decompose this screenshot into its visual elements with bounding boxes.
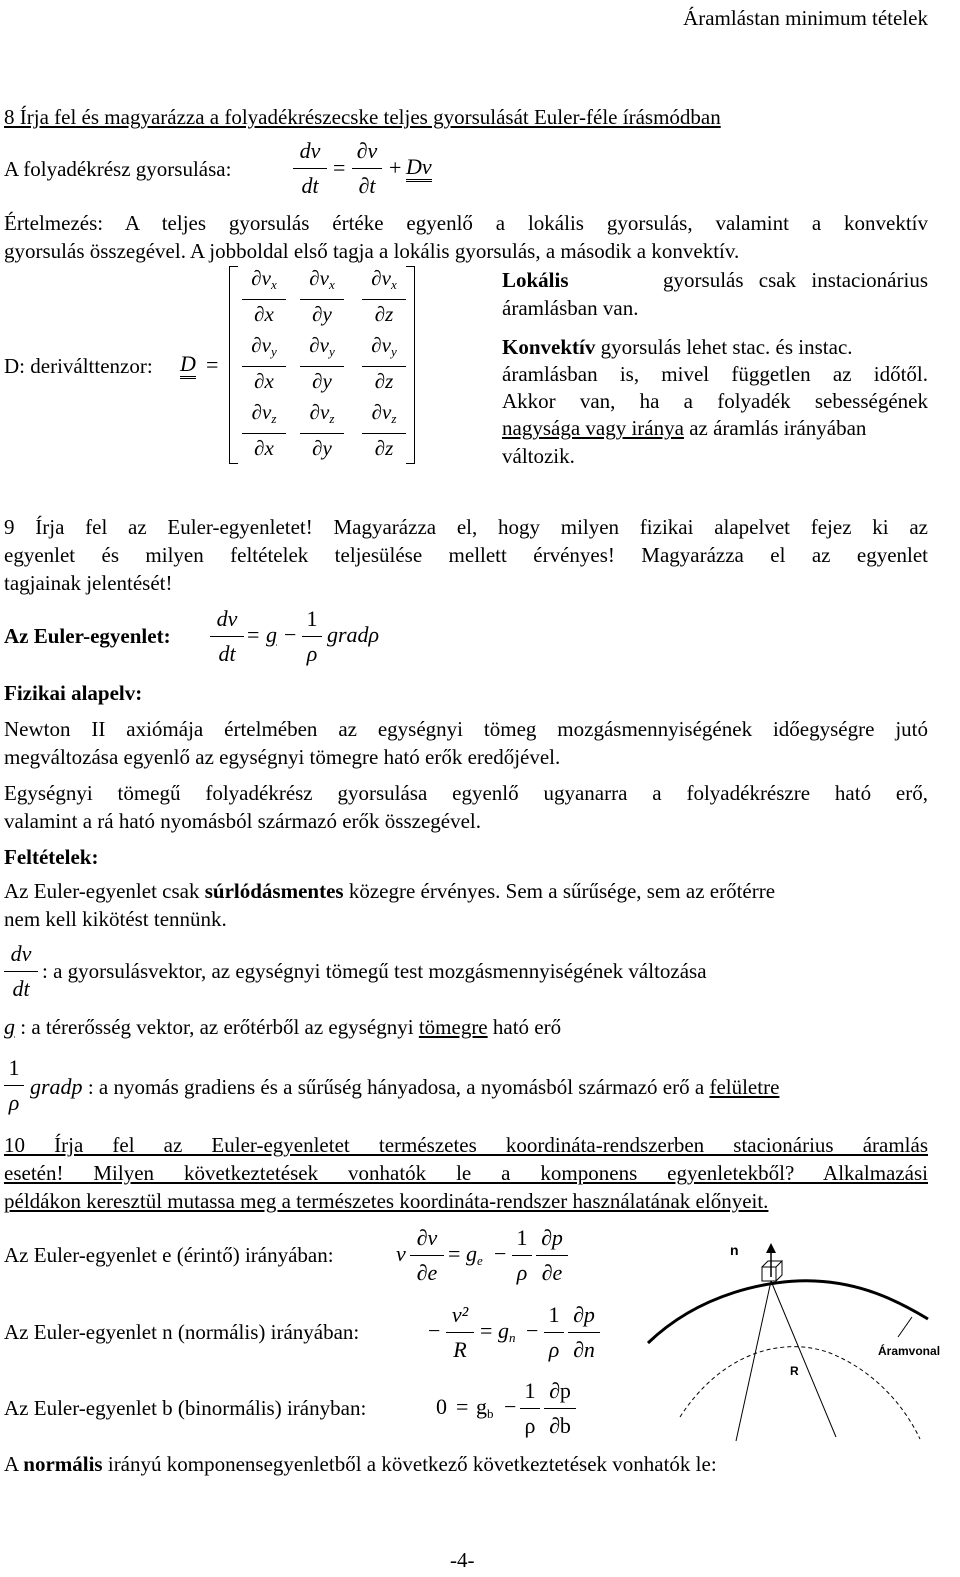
- page-header: Áramlástan minimum tételek: [683, 6, 928, 30]
- question-8-heading: 8 Írja fel és magyarázza a folyadékrészecske teljes gyorsulását Euler-féle írásmódban: [4, 105, 721, 129]
- convective-rest: gyorsulás lehet stac. és instac.: [595, 335, 853, 359]
- question-10-heading-line-1: 10 Írja fel az Euler-egyenletet természetes koordináta-rendszerben stacionárius áramlás: [4, 1133, 928, 1157]
- conclusion-line: [4, 1450, 717, 1478]
- normal-arrowhead-icon: [766, 1243, 776, 1253]
- tensor-right-bracket: [406, 266, 415, 464]
- tensor-cell: $\partial v_y$ ∂z: [362, 333, 406, 393]
- tensor-cell: $\partial v_x$ ∂z: [362, 266, 406, 326]
- convective-line-1: [502, 333, 853, 361]
- tensor-cell: $\partial v_z$ ∂x: [242, 400, 286, 460]
- cube-depth-lines: [762, 1261, 782, 1281]
- question-9-heading-line-2: egyenlet és milyen feltételek teljesülése mellett érvényes! Magyarázza el az egyenlet: [4, 543, 928, 567]
- principle-p2-line-1: Egységnyi tömegű folyadékrész gyorsulása egyenlő ugyanarra a folyadékrészre ható erő,: [4, 781, 928, 805]
- tensor-left-bracket: [229, 266, 238, 464]
- term-g-symbol: g: [4, 1014, 15, 1039]
- local-accel-line-2: áramlásban van.: [502, 296, 639, 320]
- page-number: -4-: [450, 1548, 475, 1572]
- convective-line-4: [502, 414, 866, 442]
- convective-line-2: áramlásban is, mivel független az időtől.: [502, 362, 928, 386]
- tensor-cell: $\partial v_z$ ∂y: [300, 400, 344, 460]
- term-g-line: [4, 1013, 561, 1041]
- euler-e-label: Az Euler-egyenlet e (érintő) irányában:: [4, 1243, 334, 1267]
- term-grad-underlined: felületre: [709, 1075, 780, 1099]
- fluid-element-cube-icon: [762, 1267, 776, 1281]
- conditions-bold: súrlódásmentes: [204, 879, 344, 903]
- euler-b-label: Az Euler-egyenlet b (binormális) irányban:: [4, 1396, 367, 1420]
- conditions-line-2: nem kell kikötést tennünk.: [4, 907, 227, 931]
- curvature-circle-arc: [680, 1347, 920, 1439]
- question-10-heading-line-2: esetén! Milyen következtetések vonhatók le a komponens egyenletekből? Alkalmazási: [4, 1161, 928, 1185]
- conclusion-post: irányú komponensegyenletből a következő következtetések vonhatók le:: [102, 1452, 717, 1476]
- tensor-cell: $\partial v_x$ ∂x: [242, 266, 286, 326]
- local-accel-rest: gyorsulás csak instacionárius: [663, 268, 928, 292]
- question-9-heading-line-3: tagjainak jelentését!: [4, 571, 173, 595]
- figure-label-n: n: [730, 1242, 739, 1258]
- streamline-curve: [648, 1281, 928, 1343]
- term-grad-fraction: 1 ρ: [4, 1055, 24, 1116]
- question-9-heading-line-1: 9 Írja fel az Euler-egyenletet! Magyarázza el, hogy milyen fizikai alapelvet fejez ki az: [4, 515, 928, 539]
- tensor-cell: $\partial v_y$ ∂x: [242, 333, 286, 393]
- question-10-heading-line-3: példákon keresztül mutassa meg a természetes koordináta-rendszer használatának előnyeit.: [4, 1189, 769, 1213]
- tensor-symbol: D: [180, 352, 196, 379]
- convective-line-3: Akkor van, ha a folyadék sebességének: [502, 389, 928, 413]
- conditions-heading: Feltételek:: [4, 845, 99, 869]
- tensor-equals: =: [206, 352, 219, 377]
- term-g-underlined: tömegre: [418, 1015, 488, 1039]
- conditions-post: közegre érvényes. Sem a sűrűsége, sem az erőtérre: [343, 879, 776, 903]
- principle-heading: Fizikai alapelv:: [4, 681, 143, 705]
- explanation-line-2: gyorsulás összegével. A jobboldal első tagja a lokális gyorsulás, a második a konvektív.: [4, 239, 740, 263]
- convective-bold: Konvektív: [502, 335, 596, 359]
- conditions-line-1: [4, 877, 928, 905]
- tensor-cell: $\partial v_z$ ∂z: [362, 400, 406, 460]
- radius-line: [736, 1281, 771, 1441]
- local-accel-line-1: [502, 266, 928, 294]
- radius-line-2: [771, 1281, 836, 1437]
- term-g-post: ható erő: [487, 1015, 562, 1039]
- principle-p1-line-1: Newton II axiómája értelmében az egységnyi tömeg mozgásmennyiségének időegységre jutó: [4, 717, 928, 741]
- figure-label-r: R: [790, 1364, 799, 1378]
- local-accel-bold: Lokális: [502, 268, 569, 292]
- acceleration-label: A folyadékrész gyorsulása:: [4, 157, 232, 181]
- term-grad-line: [30, 1073, 779, 1101]
- streamline-pointer: [898, 1317, 912, 1337]
- convective-underlined: nagysága vagy iránya: [502, 416, 684, 440]
- term-grad-pre: : a nyomás gradiens és a sűrűség hányadosa, a nyomásból származó erő a: [82, 1075, 710, 1099]
- tensor-cell: $\partial v_y$ ∂y: [300, 333, 344, 393]
- tensor-label: D: deriválttenzor:: [4, 354, 153, 378]
- convective-line-5: változik.: [502, 444, 575, 468]
- term-g-pre: : a térerősség vektor, az erőtérből az egységnyi: [15, 1015, 419, 1039]
- term-accel-fraction: dv dt: [4, 941, 38, 1002]
- figure-label-streamline: Áramvonal: [878, 1344, 941, 1358]
- euler-n-label: Az Euler-egyenlet n (normális) irányában:: [4, 1320, 360, 1344]
- conclusion-bold: normális: [23, 1452, 103, 1476]
- conditions-pre: Az Euler-egyenlet csak: [4, 879, 205, 903]
- term-accel-text: : a gyorsulásvektor, az egységnyi tömegű test mozgásmennyiségének változása: [42, 959, 707, 983]
- principle-p2-line-2: valamint a rá ható nyomásból származó erők összegével.: [4, 809, 481, 833]
- conclusion-pre: A: [4, 1452, 24, 1476]
- term-grad-symbol: gradp: [30, 1074, 83, 1099]
- natural-coordinates-figure: [640, 1235, 941, 1445]
- tensor-cell: $\partial v_x$ ∂y: [300, 266, 344, 326]
- explanation-line-1: Értelmezés: A teljes gyorsulás értéke egyenlő a lokális gyorsulás, valamint a konvektív: [4, 211, 928, 235]
- principle-p1-line-2: megváltozása egyenlő az egységnyi tömegre ható erők eredőjével.: [4, 745, 561, 769]
- convective-line-4-rest: az áramlás irányában: [683, 416, 867, 440]
- euler-label: Az Euler-egyenlet:: [4, 624, 171, 648]
